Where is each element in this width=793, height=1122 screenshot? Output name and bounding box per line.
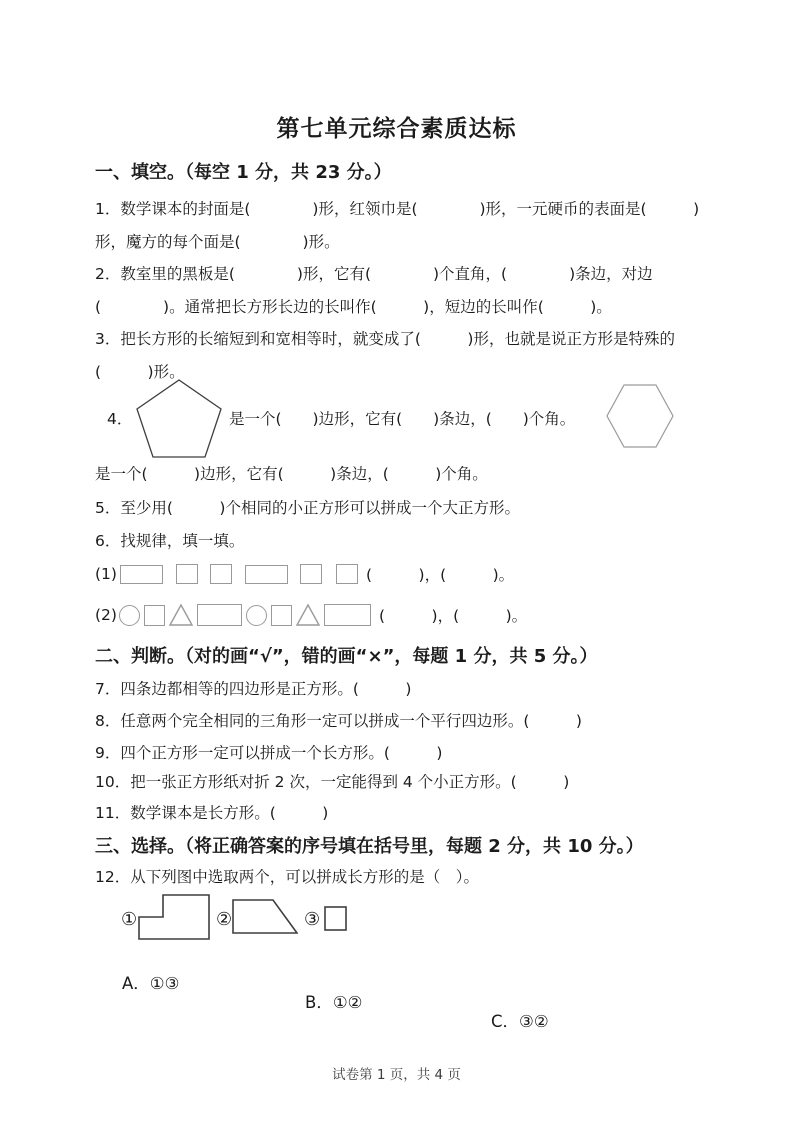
q1-line2: 形，魔方的每个面是( )形。 (95, 233, 340, 251)
q4-number: 4． (107, 410, 133, 428)
square-shape (271, 605, 292, 626)
option-a: A．①③ (122, 974, 180, 993)
rectangle-shape (324, 604, 371, 626)
section1-heading: 一、填空。（每空 1 分，共 23 分。） (95, 162, 392, 183)
pattern-row-2-label: (2) (95, 606, 117, 624)
q8-line: 8．任意两个完全相同的三角形一定可以拼成一个平行四边形。( ) (95, 712, 582, 730)
l-shape-icon (138, 894, 210, 940)
q3-line1: 3．把长方形的长缩短到和宽相等时，就变成了( )形，也就是说正方形是特殊的 (95, 330, 675, 348)
q9-line: 9．四个正方形一定可以拼成一个长方形。( ) (95, 744, 443, 762)
figure1-label: ① (121, 909, 138, 930)
q7-line: 7．四条边都相等的四边形是正方形。( ) (95, 680, 412, 698)
pattern-row-1-label: (1) (95, 565, 117, 583)
square-shape (176, 564, 198, 584)
section3-heading: 三、选择。（将正确答案的序号填在括号里，每题 2 分，共 10 分。） (95, 836, 644, 857)
q12-line: 12．从下列图中选取两个，可以拼成长方形的是（ ）。 (95, 868, 479, 886)
q2-line1: 2．教室里的黑板是( )形，它有( )个直角，( )条边，对边 (95, 265, 653, 283)
rectangle-shape (245, 565, 288, 584)
triangle-shape (169, 603, 193, 627)
q6-line: 6．找规律，填一填。 (95, 532, 245, 550)
rectangle-shape (120, 565, 163, 584)
q4-line2: 是一个( )边形，它有( )条边，( )个角。 (95, 465, 488, 483)
q10-line: 10．把一张正方形纸对折 2 次，一定能得到 4 个小正方形。( ) (95, 773, 570, 791)
circle-shape (246, 605, 267, 626)
pattern-row-1 (95, 561, 514, 587)
q5-line: 5．至少用( )个相同的小正方形可以拼成一个大正方形。 (95, 499, 520, 517)
pentagon-icon (136, 379, 222, 458)
square-shape (300, 564, 322, 584)
q3-line2: ( )形。 (95, 363, 185, 381)
square-shape (144, 605, 165, 626)
pattern-row-2-blanks: ( )，( )。 (378, 607, 528, 625)
page-title: 第七单元综合素质达标 (276, 116, 517, 142)
square-shape (336, 564, 358, 584)
figure3-label: ③ (304, 909, 321, 930)
option-c: C．③② (491, 1012, 549, 1031)
section2-heading: 二、判断。（对的画“√”，错的画“×”，每题 1 分，共 5 分。） (95, 646, 598, 667)
q12-options (95, 951, 735, 1031)
q12-figures (95, 888, 705, 946)
rectangle-shape (197, 604, 242, 626)
option-b: B．①② (305, 993, 363, 1012)
hexagon-icon (606, 384, 674, 448)
square-shape (210, 564, 232, 584)
q1-line1: 1．数学课本的封面是( )形，红领巾是( )形，一元硬币的表面是( ) (95, 200, 700, 218)
figure2-label: ② (216, 909, 233, 930)
circle-shape (119, 605, 140, 626)
small-square-icon (324, 906, 347, 931)
triangle-shape (296, 603, 320, 627)
pattern-row-1-blanks: ( )，( )。 (365, 566, 515, 584)
q4-line1: 是一个( )边形，它有( )条边，( )个角。 (229, 410, 576, 428)
pattern-row-2 (95, 601, 527, 629)
page-footer: 试卷第 1 页，共 4 页 (332, 1067, 461, 1083)
trapezoid-icon (232, 899, 298, 934)
q11-line: 11．数学课本是长方形。( ) (95, 804, 329, 822)
q2-line2: ( )。通常把长方形长边的长叫作( )，短边的长叫作( )。 (95, 298, 612, 316)
